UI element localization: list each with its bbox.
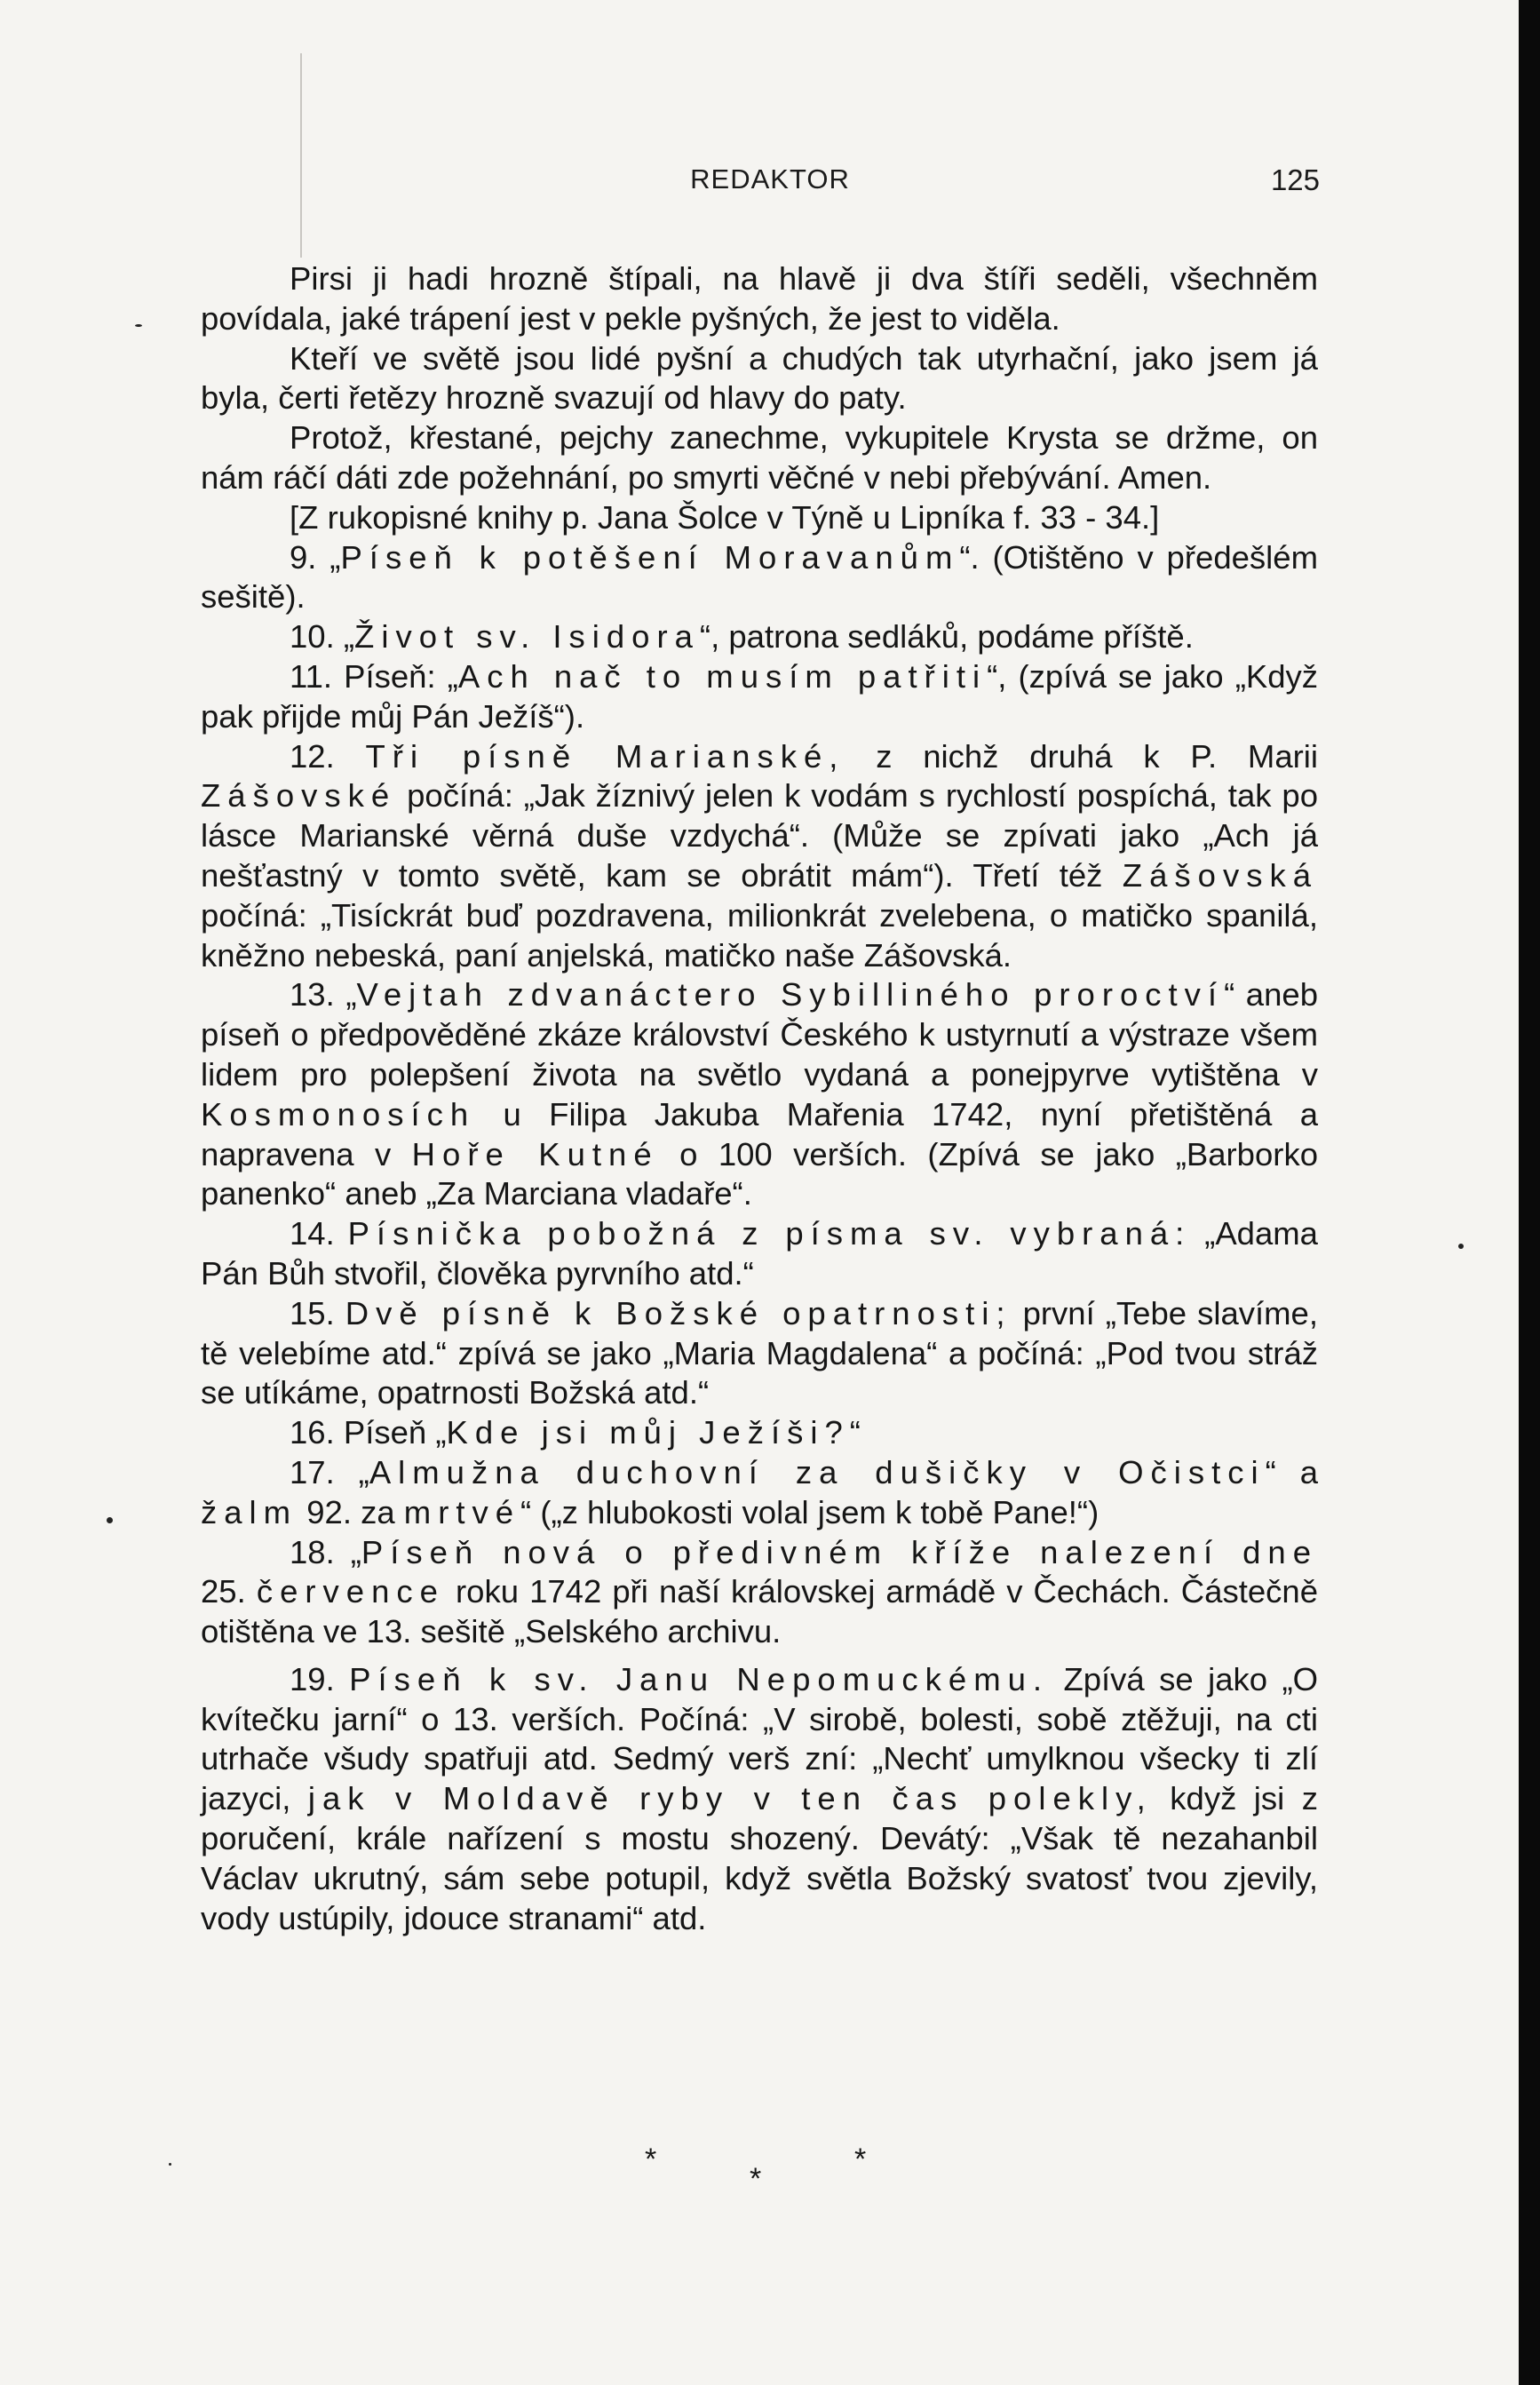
paragraph-p15	[201, 1660, 1318, 1939]
paragraph-text: „Adama Pán Bůh stvořil, člověka pyrvního atd.“	[201, 1215, 1318, 1292]
paragraph-p7	[201, 657, 1318, 737]
spaced-title-text: Kosmonosích	[201, 1095, 476, 1133]
paragraph-p2	[201, 339, 1318, 419]
paragraph-text: 10. „	[290, 618, 355, 656]
paragraph-text: Kteří ve světě jsou lidé pyšní a chudých tak utyrhační, jako jsem já byla, čerti řetězy hrozně svazují od hlavy do paty.	[201, 339, 1318, 417]
spaced-title-text: Tři písně Marianské,	[365, 737, 845, 775]
paragraph-text: “ a	[1265, 1453, 1318, 1491]
paragraph-text: 14.	[290, 1215, 348, 1252]
paragraph-p10	[201, 1214, 1318, 1294]
paragraph-text: u Filipa Jakuba Mařenia 1742, nyní přetištěná a napravena v	[201, 1095, 1318, 1173]
asterisk-ornament: *	[645, 2143, 657, 2176]
paragraph-text: “, patrona sedláků, podáme příště.	[699, 618, 1194, 656]
page-crease	[300, 53, 302, 258]
spaced-title-text: července	[256, 1573, 445, 1610]
asterisk-ornament: *	[854, 2143, 867, 2176]
paragraph-text: počíná: „Tisíckrát buď pozdravena, milionkrát zvelebena, o matičko spanilá, kněžno nebeská, paní anjelská, matičko naše Zášovská.	[201, 896, 1318, 974]
paragraph-text: “, (zpívá se jako „Když pak přijde můj Pán Ježíš“).	[201, 657, 1318, 735]
paragraph-p14	[201, 1533, 1318, 1652]
paragraph-text: počíná: „Jak žíznivý jelen k vodám s rychlostí pospíchá, tak po lásce Marianské věrná duše vzdychá“. (Může se zpívati jako „Ach já nešťastný v tomto světě, kam se obrátit mám“). Třetí též	[201, 777, 1318, 894]
paragraph-text: 92. za	[298, 1493, 404, 1530]
paragraph-text: “	[849, 1414, 861, 1451]
spaced-title-text: Píseň nová o předivném kříže nalezení dne	[361, 1533, 1318, 1570]
spaced-title-text: Kde jsi můj Ježíši?	[446, 1414, 850, 1451]
paragraph-text: Pirsi ji hadi hrozně štípali, na hlavě ji dva štíři seděli, všechněm povídala, jaké trápení jest v pekle pyšných, že jest to viděla.	[201, 260, 1318, 337]
section-ornament	[622, 2143, 888, 2196]
spaced-title-text: Zášovská	[1122, 856, 1318, 894]
page-number: 125	[1270, 163, 1320, 196]
paragraph-text: 9. „	[290, 538, 341, 576]
paragraph-text: 15.	[290, 1294, 345, 1332]
paragraph-text: první „Tebe slavíme, tě velebíme atd.“ zpívá se jako „Maria Magdalena“ a počíná: „Pod tvou stráž se utíkáme, opatrnosti Božská atd.“	[201, 1294, 1318, 1411]
spaced-title-text: Zášovské	[201, 777, 397, 815]
paragraph-text: “. (Otištěno v předešlém sešitě).	[201, 538, 1318, 616]
paragraph-p4	[201, 498, 1318, 538]
paragraph-text: roku 1742 při naší královskej armádě v Čechách. Částečně otištěna ve 13. sešitě „Selského archivu.	[201, 1573, 1318, 1650]
paragraph-p6	[201, 617, 1318, 657]
paper-speck	[169, 2163, 171, 2166]
paper-speck	[135, 324, 142, 327]
paragraph-p12	[201, 1413, 1318, 1453]
paper-speck	[107, 1517, 113, 1523]
paragraph-text: 17. „	[290, 1453, 369, 1491]
spaced-title-text: Hoře Kutné	[411, 1135, 659, 1173]
paragraph-p9	[201, 975, 1318, 1214]
spaced-title-text: Vejtah zdvanáctero Sybilliného proroctví	[356, 976, 1225, 1014]
running-header: REDAKTOR	[690, 163, 850, 195]
paragraph-text: když jsi z poručení, krále nařízení s mostu shozený. Devátý: „Však tě nezahanbil Václav ukrutný, sám sebe potupil, když světla Božský svatosť tvou zjevily, vody ustúpily, jdouce stranami“ atd.	[201, 1780, 1318, 1936]
paragraph-p1	[201, 259, 1318, 339]
paragraph-text: z nichž druhá k P. Marii	[845, 737, 1318, 775]
asterisk-ornament: *	[750, 2162, 762, 2196]
spaced-title-text: Život sv. Isidora	[354, 618, 700, 656]
spaced-title-text: Ach nač to musím patřiti	[457, 657, 988, 695]
page-edge-shadow	[1519, 0, 1540, 2385]
paragraph-text: 19.	[290, 1660, 350, 1697]
spaced-title-text: Dvě písně k Božské opatrnosti;	[345, 1294, 1012, 1332]
spaced-title-text: Píseň k sv. Janu Nepomuckému.	[349, 1660, 1050, 1697]
spaced-title-text: Almužna duchovní za dušičky v Očistci	[369, 1453, 1266, 1491]
spaced-title-text: jak v Moldavě ryby v ten čas polekly,	[307, 1780, 1153, 1817]
paragraph-text: 13. „	[290, 976, 357, 1014]
paragraph-text: [Z rukopisné knihy p. Jana Šolce v Týně u Lipníka f. 33 - 34.]	[290, 498, 1160, 536]
paragraph-text: 11. Píseň: „	[290, 657, 458, 695]
paragraph-text: 12.	[290, 737, 366, 775]
paragraph-text: 18. „	[290, 1533, 361, 1570]
body-text	[201, 259, 1318, 1938]
paragraph-text: “ aneb píseň o předpověděné zkáze království Českého k ustyrnutí a výstraze všem lidem pro polepšení života na světlo vydaná a ponejpyrve vytištěna v	[201, 976, 1318, 1093]
paragraph-p8	[201, 737, 1318, 976]
paragraph-text: “ („z hlubokosti volal jsem k tobě Pane!“)	[520, 1493, 1099, 1530]
paragraph-text: Protož, křestané, pejchy zanechme, vykupitele Krysta se držme, on nám ráčí dáti zde požehnání, po smyrti věčné v nebi přebývání. Amen.	[201, 419, 1318, 496]
paragraph-text: Zpívá se jako „O kvítečku jarní“ o 13. verších. Počíná: „V sirobě, bolesti, sobě ztěžuji, na cti utrhače všudy spatřuji atd. Sedmý verš zní: „Nechť umylknou všecky ti zlí jazyci,	[201, 1660, 1318, 1817]
spaced-title-text: žalm	[201, 1493, 298, 1530]
paper-speck	[1458, 1244, 1464, 1249]
spaced-title-text: Píseň k potěšení Moravanům	[340, 538, 960, 576]
paragraph-p5	[201, 538, 1318, 618]
paragraph-text: 16. Píseň „	[290, 1414, 447, 1451]
paragraph-p13	[201, 1453, 1318, 1533]
paragraph-text: o 100 verších. (Zpívá se jako „Barborko panenko“ aneb „Za Marciana vladaře“.	[201, 1135, 1318, 1212]
paragraph-p11	[201, 1294, 1318, 1413]
paragraph-text: 25.	[201, 1573, 257, 1610]
spaced-title-text: mrtvé	[403, 1493, 521, 1530]
spaced-title-text: Písnička pobožná z písma sv. vybraná:	[347, 1215, 1192, 1252]
paragraph-p3	[201, 418, 1318, 498]
